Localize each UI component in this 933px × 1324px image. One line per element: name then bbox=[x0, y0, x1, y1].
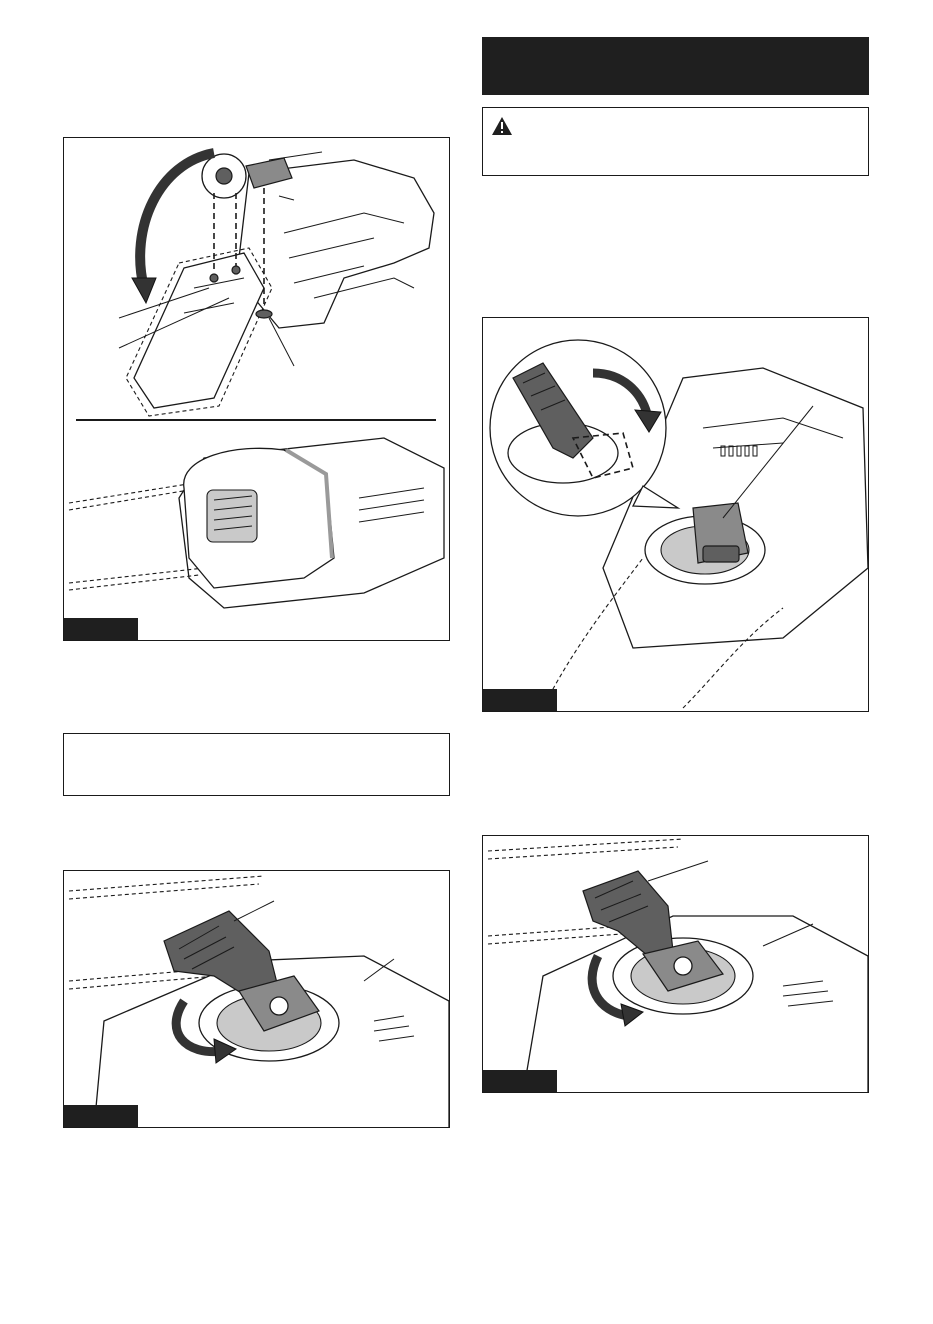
figure-tag bbox=[483, 1070, 557, 1092]
section-header bbox=[482, 37, 869, 95]
figure-tag bbox=[64, 618, 138, 640]
lever-turn-illustration bbox=[483, 836, 869, 1093]
bar-assembly-illustration bbox=[64, 138, 450, 641]
note-box bbox=[63, 733, 450, 796]
lever-raise-illustration bbox=[483, 318, 869, 712]
warning-box bbox=[482, 107, 869, 176]
figure-tag bbox=[64, 1105, 138, 1127]
figure-bar-assembly bbox=[63, 137, 450, 641]
figure-lever-turn bbox=[482, 835, 869, 1093]
lever-rotate-illustration bbox=[64, 871, 450, 1128]
figure-tag bbox=[483, 689, 557, 711]
warning-triangle-icon bbox=[491, 116, 513, 141]
figure-lever-rotate bbox=[63, 870, 450, 1128]
figure-lever-raise bbox=[482, 317, 869, 712]
